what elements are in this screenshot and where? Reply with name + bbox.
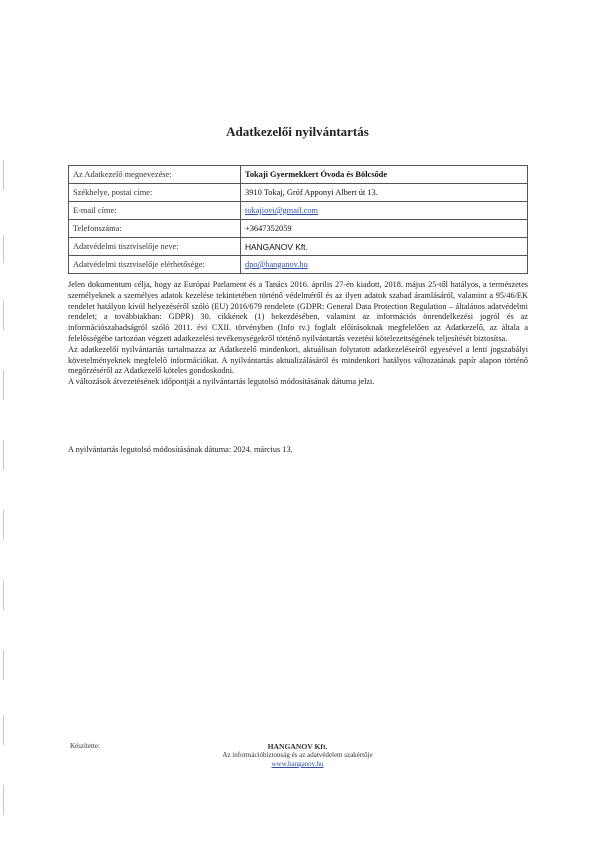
row-label: Telefonszáma: (69, 220, 241, 238)
table-row (69, 220, 528, 238)
row-label: Székhelye, postai címe: (69, 184, 241, 202)
row-label: E-mail címe: (69, 202, 241, 220)
table-row (69, 238, 528, 256)
last-modified-date: A nyilvántartás legutolsó módosításának dátuma: 2024. március 13. (68, 445, 293, 454)
footer-website-link[interactable]: www.hanganov.hu (271, 760, 324, 768)
table-row (69, 184, 528, 202)
paragraph: Az adatkezelői nyilvántartás tartalmazza az Adatkezelő mindenkori, aktuálisan folytatott adatkezeléseiről egyesével a lenti jogszabályi követelményeknek megfelelő információkat. A nyilvántartás aktualizálásáról és mindenkori hatályos változatának papír alapon történő megőrzéséről az Adatkezelő köteles gondoskodni. (68, 344, 528, 376)
address-value: 3910 Tokaj, Gróf Apponyi Albert út 13. (241, 184, 528, 202)
dpo-name-value: HANGANOV Kft. (241, 238, 528, 256)
table-row (69, 202, 528, 220)
intro-text (68, 280, 528, 388)
row-label: Adatvédelmi tisztviselője neve: (69, 238, 241, 256)
prepared-by-label: Készítette: (70, 742, 100, 750)
footer-tagline: Az információbiztonság és az adatvédelem szakértője (222, 751, 373, 759)
controller-name-value: Tokaji Gyermekkert Óvoda és Bölcsőde (241, 166, 528, 184)
dpo-contact-link[interactable]: dpo@hanganov.hu (241, 256, 528, 274)
email-link[interactable]: tokajiovi@gmail.com (241, 202, 528, 220)
row-label: Az Adatkezelő megnevezése: (69, 166, 241, 184)
phone-value: +3647352059 (241, 220, 528, 238)
table-row (69, 166, 528, 184)
footer (180, 742, 415, 769)
controller-info-table (68, 165, 528, 274)
row-label: Adatvédelmi tisztviselője elérhetősége: (69, 256, 241, 274)
paragraph: Jelen dokumentum célja, hogy az Európai Parlament és a Tanács 2016. április 27-én kiadott, 2018. május 25-től hatályos, a természetes személyeknek a személyes adatok kezelése tekintetében történő védelméről és az ilyen adatok szabad áramlásáról, valamint a 95/46/EK rendelet hatályon kívül helyezéséről szóló (EU) 2016/679 rendelete (GDPR: General Data Protection Regulation – általános adatvédelmi rendelet; a továbbiakban: GDPR) 30. cikkének (1) bekezdésében, valamint az információs önrendelkezési jogról és az információszabadságról szóló 2011. évi CXII. törvényben (Info tv.) foglalt előírásoknak megfelelően az Adatkezelő, az általa a felelősségébe tartozóan végzett adatkezelési tevékenységekről történő nyilvántartás vezetési kötelezettségének teljesítését biztosítsa. (68, 280, 528, 343)
document-title: Adatkezelői nyilvántartás (226, 124, 369, 139)
paragraph: A változások átvezetésének időpontját a nyilvántartás legutolsó módosításának dátuma jelzi. (68, 377, 375, 387)
table-row (69, 256, 528, 274)
footer-company: HANGANOV Kft. (267, 742, 328, 751)
